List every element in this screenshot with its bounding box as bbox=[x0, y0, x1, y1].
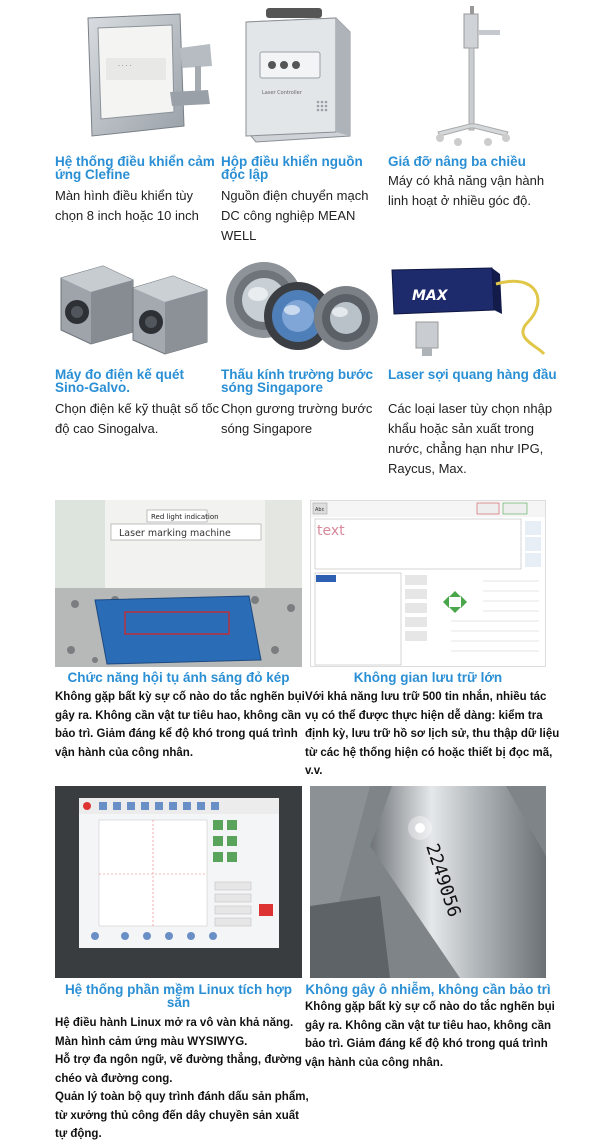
fiber-laser-source-image bbox=[388, 262, 548, 360]
svg-text:· · · ·: · · · · bbox=[118, 63, 132, 70]
feature-title: Chức năng hội tụ ánh sáng đỏ kép bbox=[67, 670, 290, 685]
linux-software-screenshot-image bbox=[55, 786, 302, 978]
feature-desc: Không gặp bất kỳ sự cố nào do tắc nghẽn bụi gây ra. Không cần vật tư tiêu hao, không cần bảo trì. Giảm đáng kể độ khó trong quá trình vận hành của công nhân. bbox=[305, 1001, 555, 1069]
feature-desc: Chọn điện kế kỹ thuật số tốc độ cao Sinogalva. bbox=[55, 401, 220, 436]
feature-desc: Nguồn điện chuyển mạch DC công nghiệp MEAN WELL bbox=[221, 188, 369, 243]
max-logo-text: MAX bbox=[412, 288, 448, 304]
feature-title: Hệ thống điều khiển cảm ứng Clefine bbox=[55, 154, 215, 182]
touch-control-panel-image bbox=[70, 8, 220, 148]
field-lens-image bbox=[222, 258, 382, 358]
feature-title: Hệ thống phần mềm Linux tích hợp sẵn bbox=[64, 982, 293, 1010]
power-controller-box-image bbox=[232, 4, 362, 148]
text-preview: text bbox=[317, 523, 345, 539]
feature-title: Giá đỡ nâng ba chiều bbox=[388, 154, 526, 169]
laser-marking-label: Laser marking machine bbox=[119, 528, 231, 539]
lifting-stand-image bbox=[428, 4, 518, 148]
controller-label: Laser Controller bbox=[262, 90, 302, 96]
red-light-screenshot-image bbox=[55, 500, 302, 667]
feature-desc: Với khả năng lưu trữ 500 tin nhắn, nhiều tác vụ có thể được thực hiện dễ dàng: kiểm tra định kỳ, lưu trữ hồ sơ lịch sử, thu thập dữ liệu từ các hệ thống hiện có hoặc thiết bị đọc mã, v.v. bbox=[305, 691, 560, 777]
engraved-serial: 2249056 bbox=[421, 841, 465, 920]
feature-title: Không gian lưu trữ lớn bbox=[353, 670, 503, 685]
engraved-metal-photo-image bbox=[310, 786, 546, 978]
svg-text:Abc: Abc bbox=[315, 507, 325, 513]
feature-desc: Hệ điều hành Linux mở ra vô vàn khả năng. Màn hình cảm ứng màu WYSIWYG. Hỗ trợ đa ngôn ngữ, vẽ đường thẳng, đường chéo và đường cong. Quản lý toàn bộ quy trình đánh dấu sản phẩm, từ xưởng thủ công đến dây chuyền sản xuất tự động. bbox=[55, 1017, 309, 1140]
feature-title: Laser sợi quang hàng đầu bbox=[388, 367, 557, 382]
feature-desc: Không gặp bất kỳ sự cố nào do tắc nghẽn bụi gây ra. Không cần vật tư tiêu hao, không cần bảo trì. Giảm đáng kể độ khó trong quá trình vận hành của công nhân. bbox=[55, 691, 305, 759]
feature-desc: Máy có khả năng vận hành linh hoạt ở nhiều góc độ. bbox=[388, 173, 545, 208]
feature-desc: Màn hình điều khiển tùy chọn 8 inch hoặc 10 inch bbox=[55, 188, 199, 223]
feature-title: Thấu kính trường bước sóng Singapore bbox=[221, 367, 373, 395]
feature-title: Hộp điều khiển nguồn độc lập bbox=[221, 154, 363, 182]
feature-title: Máy đo điện kế quét Sino-Galvo. bbox=[55, 367, 185, 395]
feature-desc: Chọn gương trường bước sóng Singapore bbox=[221, 401, 373, 436]
feature-desc: Các loại laser tùy chọn nhập khẩu hoặc sản xuất trong nước, chẳng hạn như IPG, Raycus, Max. bbox=[388, 401, 553, 476]
galvo-scanner-image bbox=[55, 258, 215, 358]
storage-software-screenshot-image bbox=[310, 500, 546, 667]
red-light-label: Red light indication bbox=[151, 513, 219, 521]
feature-title: Không gây ô nhiễm, không cần bảo trì bbox=[305, 982, 551, 997]
